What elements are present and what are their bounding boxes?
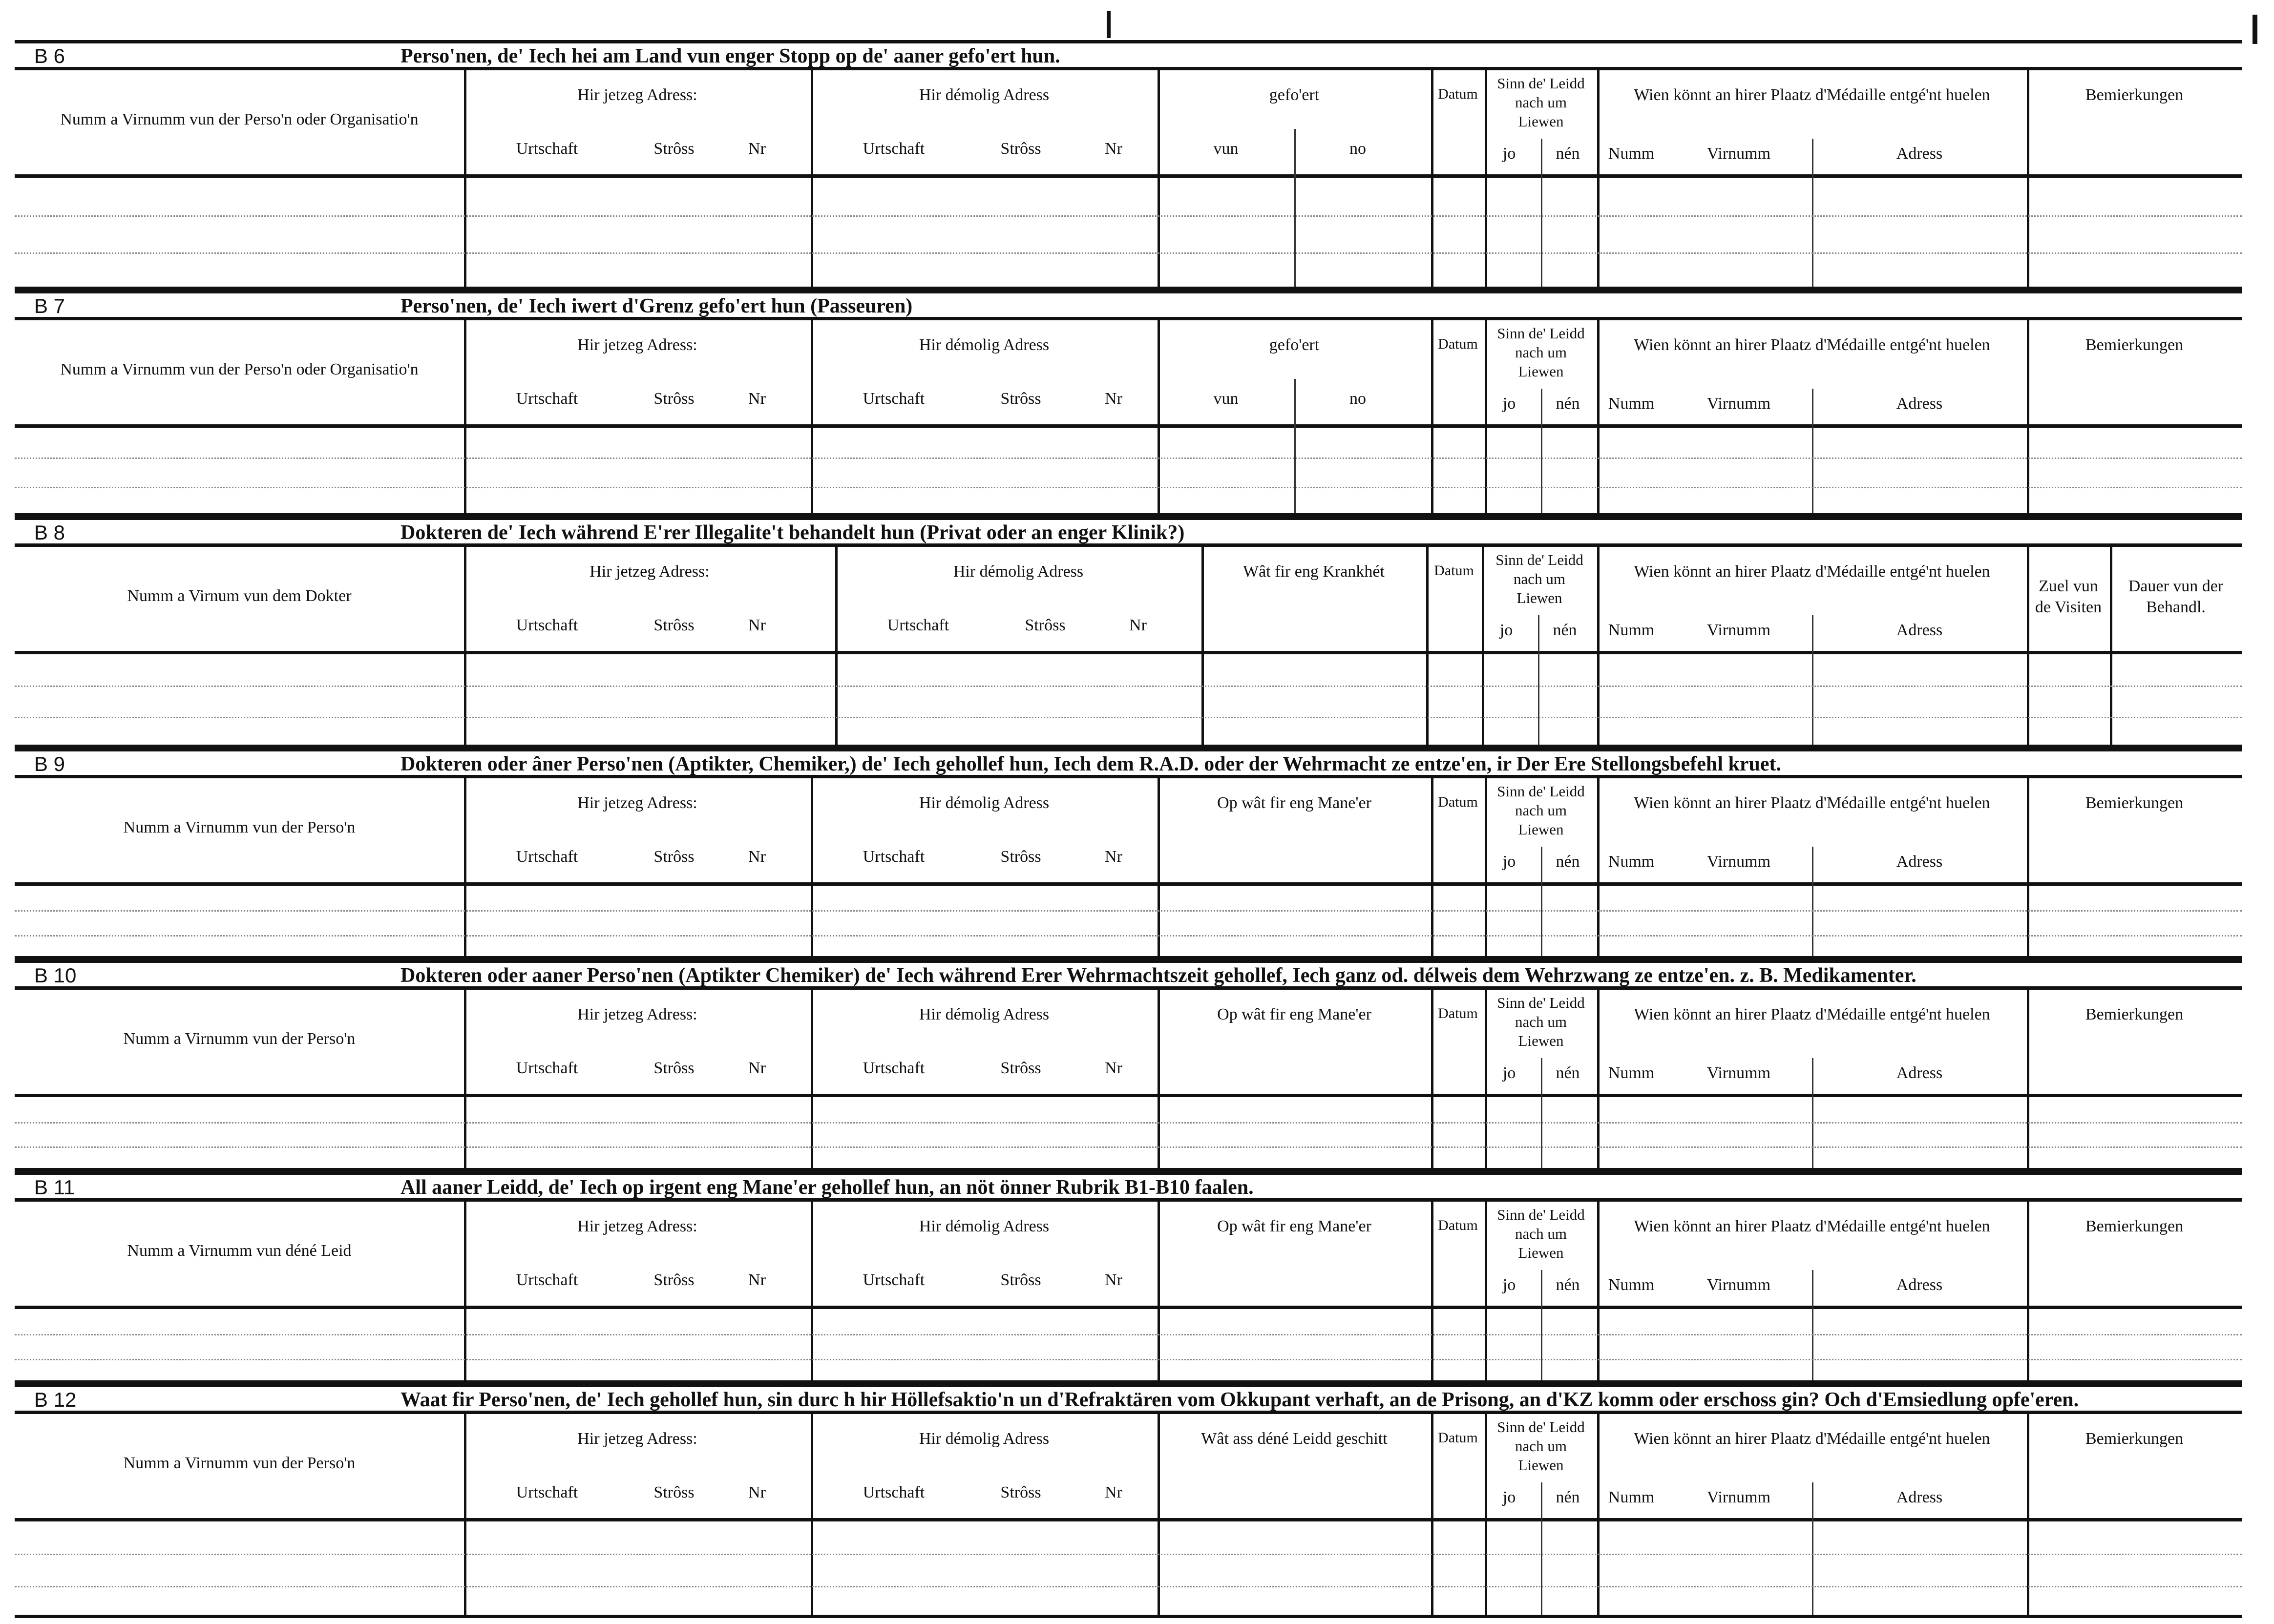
alive-header: Sinn de' Leidd nach um Liewen xyxy=(1497,75,1585,130)
surname-subheader: Numm xyxy=(1608,621,1655,639)
address-subheader: Adress xyxy=(1896,1276,1943,1294)
section-header xyxy=(15,290,2242,320)
entry-line[interactable] xyxy=(15,487,2242,488)
entry-line[interactable] xyxy=(15,935,2242,937)
yes-subheader: jo xyxy=(1502,395,1516,413)
section-title: Perso'nen, de' Iech hei am Land vun enger Stopp op de' aaner gefo'ert hun. xyxy=(400,45,1060,67)
section-b9 xyxy=(15,748,2242,959)
entry-rows[interactable] xyxy=(15,178,2242,290)
manner-header: Wât ass déné Leidd geschitt xyxy=(1201,1430,1388,1448)
entry-line[interactable] xyxy=(15,1122,2242,1124)
section-b12 xyxy=(15,1384,2242,1618)
column-header-row xyxy=(15,547,2242,654)
name-column-header: Numm a Virnumm vun der Perso'n oder Organisatio'n xyxy=(60,360,419,378)
medal-recipient-header: Wien könnt an hirer Plaatz d'Médaille entgé'nt huelen xyxy=(1634,86,1990,104)
number-subheader: Nr xyxy=(748,140,766,158)
edge-mark xyxy=(2253,15,2257,44)
former-address-header: Hir démolig Adress xyxy=(919,1430,1050,1448)
section-code: B 6 xyxy=(34,44,65,67)
number-subheader: Nr xyxy=(748,390,766,408)
alive-header: Sinn de' Leidd nach um Liewen xyxy=(1495,551,1583,606)
remarks-header: Bemierkungen xyxy=(2085,794,2184,812)
firstname-subheader: Virnumm xyxy=(1706,1064,1771,1082)
section-header xyxy=(15,748,2242,778)
surname-subheader: Numm xyxy=(1608,1488,1655,1506)
former-address-header: Hir démolig Adress xyxy=(953,562,1084,581)
street-subheader: Strôss xyxy=(1000,140,1041,158)
current-address-header: Hir jetzeg Adress: xyxy=(577,1217,697,1235)
former-address-header: Hir démolig Adress xyxy=(919,1217,1050,1235)
name-column-header: Numm a Virnumm vun déné Leid xyxy=(127,1242,352,1260)
manner-header: Op wât fir eng Mane'er xyxy=(1217,794,1371,812)
date-header: Datum xyxy=(1438,1005,1478,1021)
no-subheader: nén xyxy=(1556,1064,1580,1082)
medal-recipient-header: Wien könnt an hirer Plaatz d'Médaille entgé'nt huelen xyxy=(1634,336,1990,354)
section-title: All aaner Leidd, de' Iech op irgent eng Mane'er gehollef hun, an nöt önner Rubrik B1-B10 faalen. xyxy=(400,1176,1254,1199)
yes-subheader: jo xyxy=(1502,1064,1516,1082)
alive-header: Sinn de' Leidd nach um Liewen xyxy=(1497,994,1585,1049)
section-title: Dokteren oder aaner Perso'nen (Aptikter Chemiker) de' Iech während Erer Wehrmachtszeit gehollef, Iech ganz od. délweis dem Wehrzwang ze entze'en. z. B. Medikamenter. xyxy=(400,964,1916,987)
section-header xyxy=(15,1171,2242,1202)
town-subheader: Urtschaft xyxy=(887,616,949,634)
name-column-header: Numm a Virnum vun dem Dokter xyxy=(127,587,352,605)
town-subheader: Urtschaft xyxy=(516,1059,578,1077)
entry-line[interactable] xyxy=(15,1334,2242,1335)
entry-line[interactable] xyxy=(15,1586,2242,1587)
street-subheader: Strôss xyxy=(653,1483,695,1501)
alive-header: Sinn de' Leidd nach um Liewen xyxy=(1497,783,1585,838)
address-subheader: Adress xyxy=(1896,145,1943,163)
surname-subheader: Numm xyxy=(1608,145,1655,163)
entry-line[interactable] xyxy=(15,1359,2242,1360)
entry-line[interactable] xyxy=(15,686,2242,687)
section-b10 xyxy=(15,959,2242,1171)
section-code: B 11 xyxy=(34,1176,75,1199)
town-subheader: Urtschaft xyxy=(863,1483,925,1501)
current-address-header: Hir jetzeg Adress: xyxy=(590,562,710,581)
column-header-row xyxy=(15,990,2242,1097)
current-address-header: Hir jetzeg Adress: xyxy=(577,86,697,104)
number-subheader: Nr xyxy=(748,1483,766,1501)
to-subheader: no xyxy=(1349,140,1366,158)
name-column-header: Numm a Virnumm vun der Perso'n xyxy=(123,1030,356,1048)
entry-rows[interactable] xyxy=(15,1097,2242,1171)
date-header: Datum xyxy=(1434,562,1474,579)
conveyed-header: gefo'ert xyxy=(1269,336,1320,354)
no-subheader: nén xyxy=(1556,395,1580,413)
firstname-subheader: Virnumm xyxy=(1706,621,1771,639)
manner-header: Op wât fir eng Mane'er xyxy=(1217,1217,1371,1235)
duration-header: Dauer vun der Behandl. xyxy=(2128,577,2224,616)
current-address-header: Hir jetzeg Adress: xyxy=(577,1005,697,1023)
street-subheader: Strôss xyxy=(653,848,695,866)
former-address-header: Hir démolig Adress xyxy=(919,1005,1050,1023)
section-code: B 9 xyxy=(34,752,65,775)
number-subheader: Nr xyxy=(1105,1271,1122,1289)
no-subheader: nén xyxy=(1556,853,1580,871)
town-subheader: Urtschaft xyxy=(863,390,925,408)
entry-rows[interactable] xyxy=(15,886,2242,959)
street-subheader: Strôss xyxy=(1000,1483,1041,1501)
date-header: Datum xyxy=(1438,1217,1478,1233)
number-subheader: Nr xyxy=(1105,140,1122,158)
firstname-subheader: Virnumm xyxy=(1706,145,1771,163)
yes-subheader: jo xyxy=(1499,621,1513,639)
number-subheader: Nr xyxy=(1105,1483,1122,1501)
street-subheader: Strôss xyxy=(653,1059,695,1077)
section-code: B 7 xyxy=(34,294,65,317)
entry-line[interactable] xyxy=(15,910,2242,912)
section-code: B 8 xyxy=(34,521,65,544)
town-subheader: Urtschaft xyxy=(863,848,925,866)
medal-recipient-header: Wien könnt an hirer Plaatz d'Médaille entgé'nt huelen xyxy=(1634,1430,1990,1448)
town-subheader: Urtschaft xyxy=(516,1271,578,1289)
town-subheader: Urtschaft xyxy=(863,1271,925,1289)
surname-subheader: Numm xyxy=(1608,395,1655,413)
name-column-header: Numm a Virnumm vun der Perso'n xyxy=(123,1454,356,1472)
street-subheader: Strôss xyxy=(1000,1059,1041,1077)
town-subheader: Urtschaft xyxy=(863,140,925,158)
surname-subheader: Numm xyxy=(1608,853,1655,871)
section-title: Perso'nen, de' Iech iwert d'Grenz gefo'ert hun (Passeuren) xyxy=(400,295,913,317)
section-title: Dokteren de' Iech während E'rer Illegalite't behandelt hun (Privat oder an enger Klinik?) xyxy=(400,521,1185,544)
address-subheader: Adress xyxy=(1896,395,1943,413)
yes-subheader: jo xyxy=(1502,853,1516,871)
address-subheader: Adress xyxy=(1896,1488,1943,1506)
street-subheader: Strôss xyxy=(653,616,695,634)
firstname-subheader: Virnumm xyxy=(1706,395,1771,413)
address-subheader: Adress xyxy=(1896,621,1943,639)
yes-subheader: jo xyxy=(1502,145,1516,163)
entry-rows[interactable] xyxy=(15,428,2242,517)
street-subheader: Strôss xyxy=(653,1271,695,1289)
remarks-header: Bemierkungen xyxy=(2085,1217,2184,1235)
section-code: B 10 xyxy=(34,964,77,987)
remarks-header: Bemierkungen xyxy=(2085,86,2184,104)
town-subheader: Urtschaft xyxy=(863,1059,925,1077)
town-subheader: Urtschaft xyxy=(516,390,578,408)
section-header xyxy=(15,40,2242,70)
street-subheader: Strôss xyxy=(1025,616,1066,634)
street-subheader: Strôss xyxy=(653,390,695,408)
number-subheader: Nr xyxy=(748,848,766,866)
street-subheader: Strôss xyxy=(1000,848,1041,866)
column-header-row xyxy=(15,70,2242,178)
section-header xyxy=(15,959,2242,990)
surname-subheader: Numm xyxy=(1608,1276,1655,1294)
no-subheader: nén xyxy=(1556,1488,1580,1506)
remarks-header: Bemierkungen xyxy=(2085,1005,2184,1023)
entry-line[interactable] xyxy=(15,1554,2242,1555)
former-address-header: Hir démolig Adress xyxy=(919,794,1050,812)
remarks-header: Bemierkungen xyxy=(2085,336,2184,354)
column-header-row xyxy=(15,778,2242,886)
conveyed-header: gefo'ert xyxy=(1269,86,1320,104)
section-header xyxy=(15,517,2242,547)
yes-subheader: jo xyxy=(1502,1488,1516,1506)
entry-line[interactable] xyxy=(15,1146,2242,1148)
remarks-header: Bemierkungen xyxy=(2085,1430,2184,1448)
column-header-row xyxy=(15,1414,2242,1521)
address-subheader: Adress xyxy=(1896,853,1943,871)
firstname-subheader: Virnumm xyxy=(1706,853,1771,871)
section-b7 xyxy=(15,290,2242,517)
section-header xyxy=(15,1384,2242,1414)
manner-header: Op wât fir eng Mane'er xyxy=(1217,1005,1371,1023)
entry-rows[interactable] xyxy=(15,654,2242,748)
entry-line[interactable] xyxy=(15,458,2242,459)
address-subheader: Adress xyxy=(1896,1064,1943,1082)
to-subheader: no xyxy=(1349,390,1366,408)
number-subheader: Nr xyxy=(748,1271,766,1289)
column-header-row xyxy=(15,1202,2242,1309)
number-subheader: Nr xyxy=(748,1059,766,1077)
town-subheader: Urtschaft xyxy=(516,140,578,158)
name-column-header: Numm a Virnumm vun der Perso'n oder Organisatio'n xyxy=(60,110,419,128)
section-b6 xyxy=(15,40,2242,290)
section-b11 xyxy=(15,1171,2242,1384)
section-b8 xyxy=(15,517,2242,748)
street-subheader: Strôss xyxy=(1000,390,1041,408)
date-header: Datum xyxy=(1438,86,1478,102)
date-header: Datum xyxy=(1438,1430,1478,1446)
date-header: Datum xyxy=(1438,794,1478,810)
column-header-row xyxy=(15,320,2242,428)
page-marker xyxy=(1107,11,1111,38)
from-subheader: vun xyxy=(1213,140,1239,158)
medal-recipient-header: Wien könnt an hirer Plaatz d'Médaille entgé'nt huelen xyxy=(1634,1005,1990,1023)
street-subheader: Strôss xyxy=(653,140,695,158)
entry-rows[interactable] xyxy=(15,1521,2242,1618)
firstname-subheader: Virnumm xyxy=(1706,1276,1771,1294)
section-title: Waat fir Perso'nen, de' Iech gehollef hun, sin durc h hir Höllefsaktio'n un d'Refraktären vom Okkupant verhaft, an de Prisong, an d'KZ komm oder erschoss gin? Och d'Emsiedlung opfe'eren. xyxy=(400,1389,2079,1411)
current-address-header: Hir jetzeg Adress: xyxy=(577,794,697,812)
number-subheader: Nr xyxy=(1105,390,1122,408)
no-subheader: nén xyxy=(1556,145,1580,163)
medal-recipient-header: Wien könnt an hirer Plaatz d'Médaille entgé'nt huelen xyxy=(1634,794,1990,812)
from-subheader: vun xyxy=(1213,390,1239,408)
former-address-header: Hir démolig Adress xyxy=(919,336,1050,354)
street-subheader: Strôss xyxy=(1000,1271,1041,1289)
entry-line[interactable] xyxy=(15,215,2242,217)
medal-recipient-header: Wien könnt an hirer Plaatz d'Médaille entgé'nt huelen xyxy=(1634,1217,1990,1235)
name-column-header: Numm a Virnumm vun der Perso'n xyxy=(123,818,356,836)
section-code: B 12 xyxy=(34,1388,77,1411)
number-subheader: Nr xyxy=(748,616,766,634)
section-title: Dokteren oder âner Perso'nen (Aptikter, Chemiker,) de' Iech gehollef hun, Iech dem R.A.D. oder der Wehrmacht ze entze'en, ir Der Ere Stellongsbefehl kruet. xyxy=(400,753,1781,775)
medal-recipient-header: Wien könnt an hirer Plaatz d'Médaille entgé'nt huelen xyxy=(1634,562,1990,581)
no-subheader: nén xyxy=(1553,621,1577,639)
alive-header: Sinn de' Leidd nach um Liewen xyxy=(1497,1418,1585,1474)
number-subheader: Nr xyxy=(1105,1059,1122,1077)
number-subheader: Nr xyxy=(1129,616,1147,634)
former-address-header: Hir démolig Adress xyxy=(919,86,1050,104)
entry-rows[interactable] xyxy=(15,1309,2242,1384)
town-subheader: Urtschaft xyxy=(516,848,578,866)
town-subheader: Urtschaft xyxy=(516,616,578,634)
current-address-header: Hir jetzeg Adress: xyxy=(577,336,697,354)
entry-line[interactable] xyxy=(15,717,2242,718)
entry-line[interactable] xyxy=(15,252,2242,254)
current-address-header: Hir jetzeg Adress: xyxy=(577,1430,697,1448)
alive-header: Sinn de' Leidd nach um Liewen xyxy=(1497,1206,1585,1261)
town-subheader: Urtschaft xyxy=(516,1483,578,1501)
firstname-subheader: Virnumm xyxy=(1706,1488,1771,1506)
yes-subheader: jo xyxy=(1502,1276,1516,1294)
manner-header: Wât fir eng Krankhét xyxy=(1243,562,1385,581)
date-header: Datum xyxy=(1438,336,1478,352)
visits-header: Zuel vun de Visiten xyxy=(2035,577,2102,616)
alive-header: Sinn de' Leidd nach um Liewen xyxy=(1497,325,1585,380)
no-subheader: nén xyxy=(1556,1276,1580,1294)
number-subheader: Nr xyxy=(1105,848,1122,866)
surname-subheader: Numm xyxy=(1608,1064,1655,1082)
